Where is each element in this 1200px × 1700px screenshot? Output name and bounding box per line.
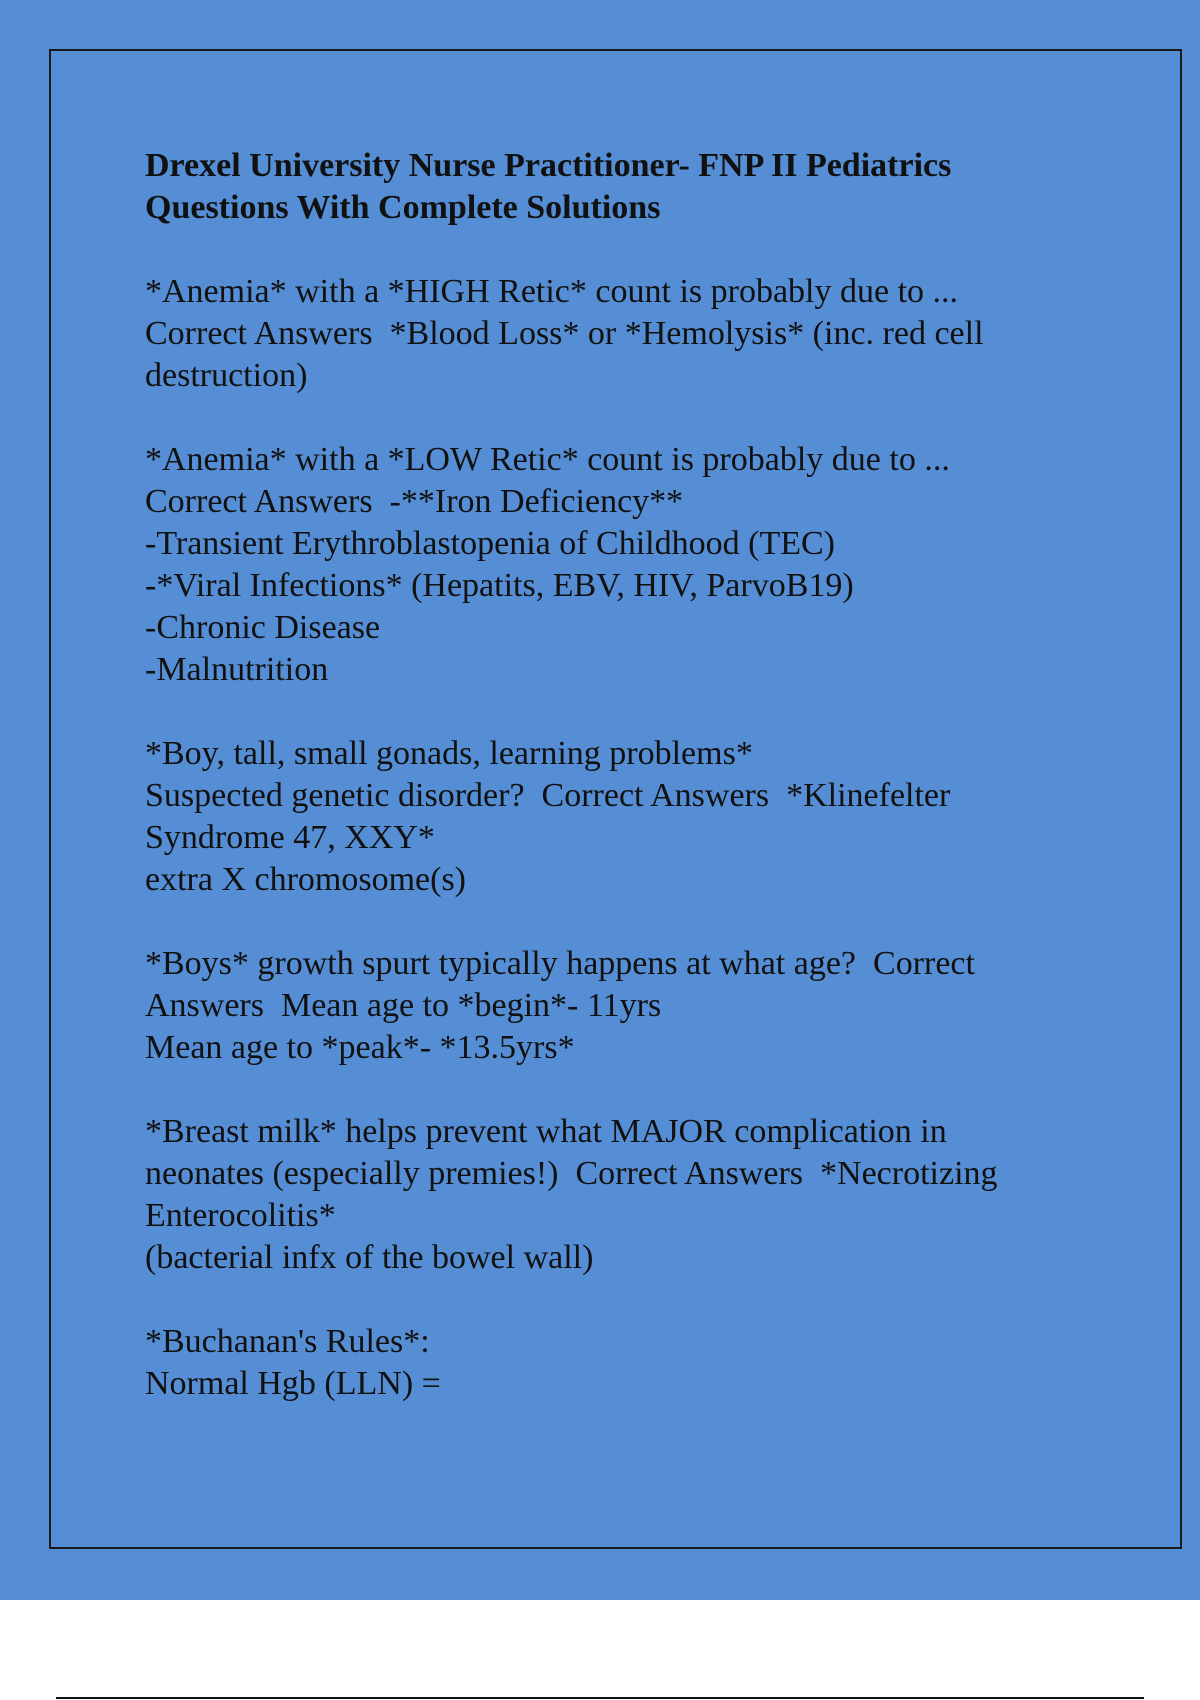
qa-line: *Breast milk* helps prevent what MAJOR complication in: [145, 1113, 947, 1150]
qa-block-boys-growth-spurt: [145, 943, 1095, 1069]
qa-line: neonates (especially premies!) Correct Answers *Necrotizing: [145, 1155, 998, 1192]
qa-line: -Malnutrition: [145, 651, 329, 688]
qa-line: -Chronic Disease: [145, 609, 381, 646]
qa-block-anemia-low-retic: [145, 439, 1095, 691]
qa-line: Suspected genetic disorder? Correct Answers *Klinefelter: [145, 777, 951, 814]
qa-line: *Anemia* with a *HIGH Retic* count is probably due to ...: [145, 273, 959, 310]
qa-line: Enterocolitis*: [145, 1197, 336, 1234]
qa-line: *Boys* growth spurt typically happens at what age? Correct: [145, 945, 975, 982]
qa-line: Answers Mean age to *begin*- 11yrs: [145, 987, 662, 1024]
qa-block-buchanans-rules: [145, 1321, 1095, 1405]
qa-line: (bacterial infx of the bowel wall): [145, 1239, 594, 1276]
qa-block-anemia-high-retic: [145, 271, 1095, 397]
title-line: Questions With Complete Solutions: [145, 189, 661, 226]
qa-line: Correct Answers *Blood Loss* or *Hemolysis* (inc. red cell: [145, 315, 984, 352]
qa-block-klinefelter: [145, 733, 1095, 901]
qa-line: extra X chromosome(s): [145, 861, 467, 898]
qa-line: *Buchanan's Rules*:: [145, 1323, 430, 1360]
footer-divider: [56, 1697, 1144, 1699]
qa-line: *Anemia* with a *LOW Retic* count is probably due to ...: [145, 441, 950, 478]
qa-line: Syndrome 47, XXY*: [145, 819, 435, 856]
qa-line: Mean age to *peak*- *13.5yrs*: [145, 1029, 575, 1066]
document-content: [145, 145, 1095, 1447]
title-line: Drexel University Nurse Practitioner- FNP II Pediatrics: [145, 147, 952, 184]
qa-line: destruction): [145, 357, 308, 394]
qa-line: -*Viral Infections* (Hepatits, EBV, HIV, ParvoB19): [145, 567, 854, 604]
qa-line: Normal Hgb (LLN) =: [145, 1365, 441, 1402]
qa-block-breast-milk: [145, 1111, 1095, 1279]
document-title: [145, 145, 1095, 229]
qa-line: -Transient Erythroblastopenia of Childhood (TEC): [145, 525, 835, 562]
qa-line: Correct Answers -**Iron Deficiency**: [145, 483, 684, 520]
qa-line: *Boy, tall, small gonads, learning problems*: [145, 735, 753, 772]
